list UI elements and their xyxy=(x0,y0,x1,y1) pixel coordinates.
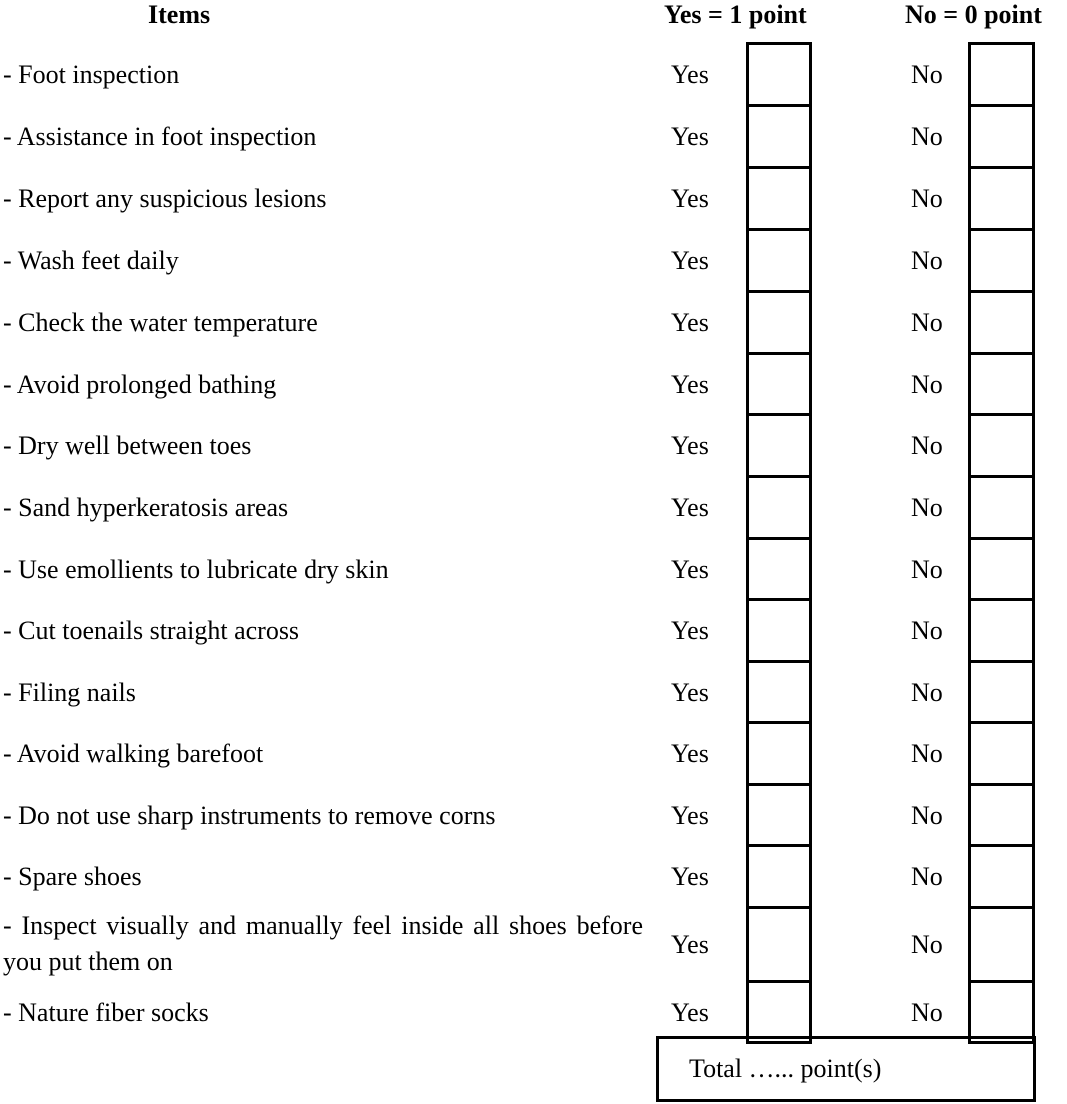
no-label: No xyxy=(911,308,943,337)
yes-label: Yes xyxy=(671,369,709,399)
list-item xyxy=(0,783,1067,844)
no-label: No xyxy=(911,369,943,399)
yes-label: Yes xyxy=(671,677,709,707)
no-checkbox[interactable] xyxy=(968,844,1035,909)
no-label: No xyxy=(911,739,943,768)
no-checkbox[interactable] xyxy=(968,906,1035,983)
no-checkbox[interactable] xyxy=(968,475,1035,540)
list-item xyxy=(0,475,1067,537)
yes-label: Yes xyxy=(671,800,709,830)
no-checkbox[interactable] xyxy=(968,980,1035,1044)
yes-checkbox[interactable] xyxy=(746,352,812,416)
no-label: No xyxy=(911,431,943,460)
list-item xyxy=(0,413,1067,475)
no-label: No xyxy=(911,862,943,891)
no-checkbox[interactable] xyxy=(968,721,1035,786)
no-label: No xyxy=(911,246,943,275)
item-label: - Assistance in foot inspection xyxy=(3,122,317,151)
yes-checkbox[interactable] xyxy=(746,906,812,983)
list-item xyxy=(0,352,1067,413)
yes-label: Yes xyxy=(671,739,709,768)
item-label: - Nature fiber socks xyxy=(3,997,209,1027)
no-checkbox[interactable] xyxy=(968,166,1035,231)
yes-label: Yes xyxy=(671,997,709,1027)
list-item xyxy=(0,906,1067,980)
no-label: No xyxy=(911,554,943,584)
no-label: No xyxy=(911,122,943,151)
total-box xyxy=(656,1036,1036,1102)
yes-label: Yes xyxy=(671,554,709,584)
yes-checkbox[interactable] xyxy=(746,166,812,231)
no-checkbox[interactable] xyxy=(968,104,1035,169)
yes-checkbox[interactable] xyxy=(746,783,812,847)
no-label: No xyxy=(911,677,943,707)
list-item xyxy=(0,537,1067,598)
yes-label: Yes xyxy=(671,308,709,337)
no-checkbox[interactable] xyxy=(968,537,1035,601)
list-item xyxy=(0,721,1067,783)
yes-checkbox[interactable] xyxy=(746,844,812,909)
no-checkbox[interactable] xyxy=(968,660,1035,724)
item-label: - Filing nails xyxy=(3,677,136,707)
yes-checkbox[interactable] xyxy=(746,228,812,293)
no-label: No xyxy=(911,493,943,522)
total-label: Total …... point(s) xyxy=(689,1054,882,1083)
yes-label: Yes xyxy=(671,431,709,460)
list-item xyxy=(0,844,1067,906)
item-label: - Check the water temperature xyxy=(3,308,318,337)
item-label: - Avoid walking barefoot xyxy=(3,739,264,768)
yes-label: Yes xyxy=(671,930,709,959)
yes-label: Yes xyxy=(671,246,709,275)
item-label: - Use emollients to lubricate dry skin xyxy=(3,554,389,584)
list-item xyxy=(0,104,1067,166)
list-item xyxy=(0,598,1067,660)
yes-checkbox[interactable] xyxy=(746,721,812,786)
yes-label: Yes xyxy=(671,122,709,151)
no-checkbox[interactable] xyxy=(968,413,1035,478)
list-item xyxy=(0,166,1067,228)
no-checkbox[interactable] xyxy=(968,42,1035,107)
no-checkbox[interactable] xyxy=(968,352,1035,416)
yes-checkbox[interactable] xyxy=(746,42,812,107)
no-label: No xyxy=(911,997,943,1027)
no-label: No xyxy=(911,616,943,645)
yes-checkbox[interactable] xyxy=(746,980,812,1044)
item-label: - Do not use sharp instruments to remove corns xyxy=(3,800,496,830)
item-label: - Inspect visually and manually feel inside all shoes before you put them on xyxy=(3,911,643,976)
yes-checkbox[interactable] xyxy=(746,475,812,540)
list-item xyxy=(0,290,1067,352)
yes-checkbox[interactable] xyxy=(746,598,812,663)
yes-checkbox[interactable] xyxy=(746,537,812,601)
yes-checkbox[interactable] xyxy=(746,290,812,355)
list-item xyxy=(0,660,1067,721)
header-items: Items xyxy=(148,0,211,29)
item-label: - Cut toenails straight across xyxy=(3,616,300,645)
item-label: - Dry well between toes xyxy=(3,431,252,460)
list-item xyxy=(0,42,1067,104)
yes-label: Yes xyxy=(671,493,709,522)
no-checkbox[interactable] xyxy=(968,783,1035,847)
item-label: - Wash feet daily xyxy=(3,246,179,275)
no-checkbox[interactable] xyxy=(968,290,1035,355)
item-label: - Report any suspicious lesions xyxy=(3,184,327,213)
item-label: - Foot inspection xyxy=(3,60,180,89)
yes-label: Yes xyxy=(671,60,709,89)
no-checkbox[interactable] xyxy=(968,598,1035,663)
no-label: No xyxy=(911,60,943,89)
no-label: No xyxy=(911,930,943,959)
item-label: - Sand hyperkeratosis areas xyxy=(3,493,289,522)
yes-label: Yes xyxy=(671,616,709,645)
yes-checkbox[interactable] xyxy=(746,104,812,169)
header-yes-score: Yes = 1 point xyxy=(664,0,807,29)
yes-label: Yes xyxy=(671,862,709,891)
yes-checkbox[interactable] xyxy=(746,413,812,478)
no-checkbox[interactable] xyxy=(968,228,1035,293)
header-no-score: No = 0 point xyxy=(905,0,1042,29)
list-item xyxy=(0,980,1067,1041)
item-label: - Avoid prolonged bathing xyxy=(3,369,277,399)
yes-label: Yes xyxy=(671,184,709,213)
no-label: No xyxy=(911,184,943,213)
no-label: No xyxy=(911,800,943,830)
yes-checkbox[interactable] xyxy=(746,660,812,724)
item-label: - Spare shoes xyxy=(3,862,142,891)
list-item xyxy=(0,228,1067,290)
